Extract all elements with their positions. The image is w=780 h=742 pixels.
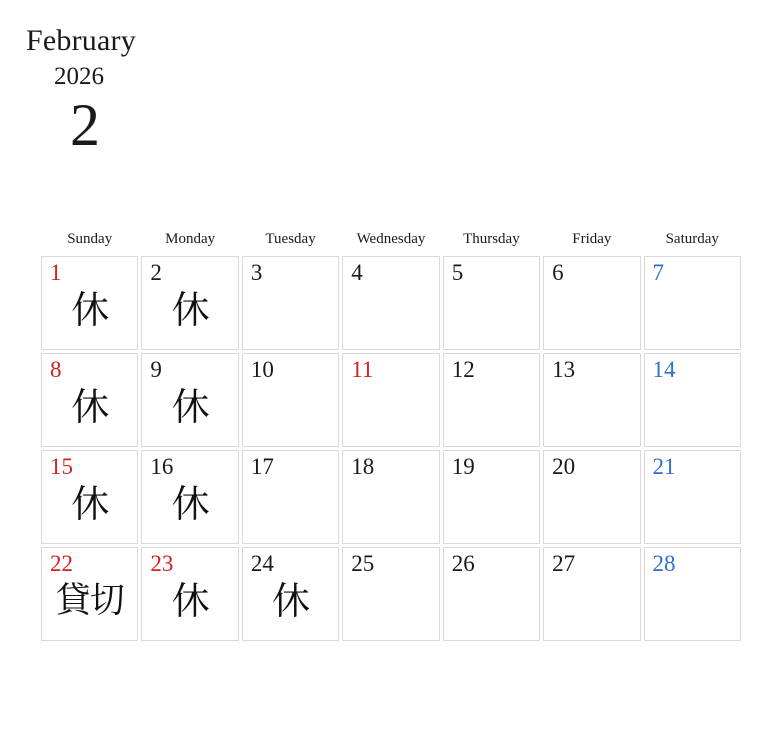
- day-mark: 休: [71, 288, 109, 332]
- day-number: 23: [150, 551, 174, 576]
- calendar-day-cell[interactable]: [342, 547, 439, 641]
- calendar-day-cell[interactable]: [242, 450, 339, 544]
- day-number: 12: [451, 357, 475, 382]
- day-number: 14: [652, 357, 676, 382]
- calendar-day-cell[interactable]: [443, 353, 540, 447]
- calendar-day-cell[interactable]: [41, 353, 138, 447]
- calendar-week-row: [41, 353, 741, 447]
- calendar-week-row: [41, 256, 741, 350]
- calendar-day-cell[interactable]: [41, 256, 138, 350]
- day-number: 17: [250, 454, 274, 479]
- day-number: 10: [250, 357, 274, 382]
- calendar-day-cell[interactable]: [242, 256, 339, 350]
- weekday-header-friday: Friday: [572, 230, 612, 247]
- day-mark: 休: [272, 579, 310, 623]
- day-number: 3: [250, 260, 263, 285]
- calendar-day-cell[interactable]: [644, 353, 741, 447]
- calendar-day-cell[interactable]: [644, 450, 741, 544]
- calendar-day-cell[interactable]: [342, 353, 439, 447]
- calendar-day-cell[interactable]: [443, 547, 540, 641]
- day-mark: 休: [171, 482, 209, 526]
- calendar-day-cell[interactable]: [141, 353, 238, 447]
- calendar-day-cell[interactable]: [543, 353, 640, 447]
- calendar-heading: [26, 24, 326, 156]
- calendar-table: [38, 226, 744, 644]
- calendar-day-cell[interactable]: [41, 450, 138, 544]
- day-mark: 休: [71, 385, 109, 429]
- day-number: 16: [150, 454, 174, 479]
- day-number: 20: [552, 454, 576, 479]
- calendar-day-cell[interactable]: [242, 353, 339, 447]
- calendar-week-row: [41, 450, 741, 544]
- month-name-english: February: [26, 24, 136, 57]
- month-number-label: 2: [70, 92, 100, 158]
- calendar-day-cell[interactable]: [141, 450, 238, 544]
- day-number: 9: [150, 357, 162, 382]
- day-number: 6: [552, 260, 564, 285]
- weekday-header-monday: Monday: [165, 230, 216, 247]
- day-number: 4: [351, 260, 363, 285]
- calendar-day-cell[interactable]: [644, 547, 741, 641]
- weekday-header-sunday: Sunday: [67, 230, 113, 247]
- day-number: 26: [451, 551, 475, 576]
- weekday-header-thursday: Thursday: [463, 230, 520, 247]
- calendar-day-cell[interactable]: [443, 450, 540, 544]
- calendar-day-cell[interactable]: [543, 450, 640, 544]
- weekday-header-wednesday: Wednesday: [356, 230, 426, 247]
- day-number: 24: [250, 551, 274, 576]
- day-number: 13: [552, 357, 576, 382]
- calendar-day-cell[interactable]: [342, 450, 439, 544]
- calendar-header-row: [41, 229, 741, 253]
- calendar-day-cell[interactable]: [543, 547, 640, 641]
- calendar-day-cell[interactable]: [141, 256, 238, 350]
- calendar-day-cell[interactable]: [644, 256, 741, 350]
- day-number: 15: [50, 454, 73, 479]
- year-label: 2026: [54, 63, 104, 90]
- day-number: 19: [451, 454, 475, 479]
- weekday-header-tuesday: Tuesday: [265, 230, 316, 247]
- day-mark: 休: [171, 579, 209, 623]
- day-number: 21: [652, 454, 676, 479]
- day-number: 11: [351, 357, 374, 382]
- day-number: 2: [150, 260, 162, 285]
- day-number: 5: [451, 260, 464, 285]
- day-number: 27: [552, 551, 576, 576]
- calendar-day-cell[interactable]: [141, 547, 238, 641]
- calendar-week-row: [41, 547, 741, 641]
- day-number: 22: [50, 551, 73, 576]
- calendar-body: [41, 256, 741, 641]
- day-number: 25: [351, 551, 375, 576]
- weekday-header-saturday: Saturday: [665, 230, 719, 247]
- calendar-day-cell[interactable]: [342, 256, 439, 350]
- day-number: 18: [351, 454, 375, 479]
- day-number: 7: [652, 260, 665, 285]
- calendar-grid: [38, 226, 744, 644]
- calendar-day-cell[interactable]: [41, 547, 138, 641]
- day-number: 8: [50, 357, 62, 382]
- day-number: 1: [50, 260, 62, 285]
- day-number: 28: [652, 551, 676, 576]
- calendar-day-cell[interactable]: [242, 547, 339, 641]
- day-mark: 休: [171, 385, 209, 429]
- calendar-day-cell[interactable]: [543, 256, 640, 350]
- calendar-day-cell[interactable]: [443, 256, 540, 350]
- day-mark: 休: [171, 288, 209, 332]
- day-mark: 貸切: [55, 581, 124, 621]
- day-mark: 休: [71, 482, 109, 526]
